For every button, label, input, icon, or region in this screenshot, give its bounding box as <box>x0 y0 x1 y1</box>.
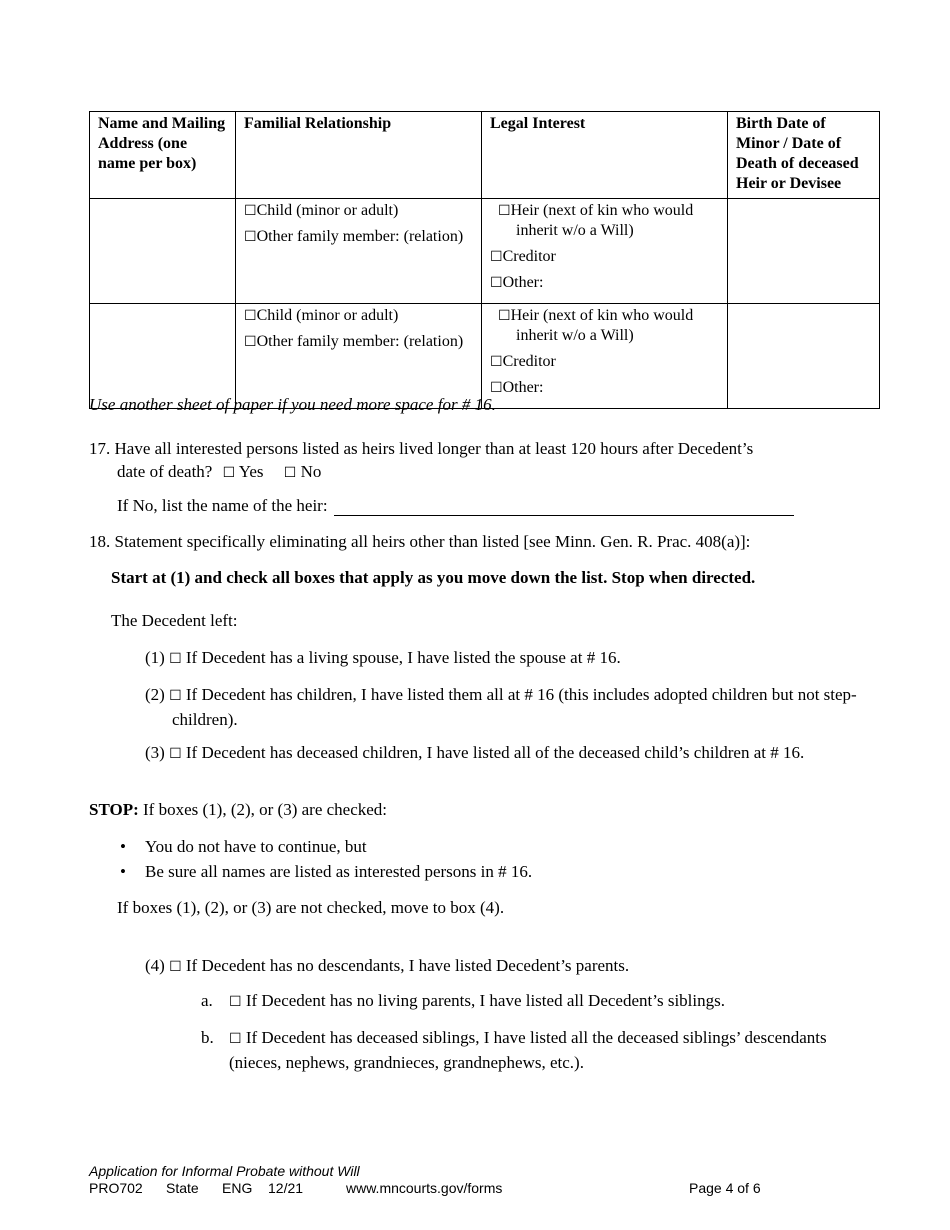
subitem-text: If Decedent has no living parents, I have listed all Decedent’s siblings. <box>245 991 725 1010</box>
date-cell[interactable] <box>728 304 880 409</box>
question-18-text: 18. Statement specifically eliminating all heirs other than listed [see Minn. Gen. R. Prac. 408(a)]: <box>89 532 751 551</box>
checkbox-icon[interactable]: ☐ <box>169 959 182 975</box>
decedent-left-label: The Decedent left: <box>111 611 238 630</box>
item-number: (3) <box>145 743 165 762</box>
stop-line <box>89 800 387 820</box>
yes-checkbox-icon[interactable]: ☐ <box>222 465 236 481</box>
table-header-row <box>90 112 880 199</box>
list-item: • You do not have to continue, but <box>117 837 532 857</box>
question-17 <box>89 437 889 485</box>
footer-page-number: Page 4 of 6 <box>689 1180 761 1196</box>
stop-label: STOP: <box>89 800 139 819</box>
other-family-option[interactable]: ☐Other family member: (relation) <box>244 333 464 350</box>
checkbox-icon[interactable]: ☐ <box>169 746 182 762</box>
q18-item-2 <box>145 683 892 731</box>
child-option[interactable]: ☐Child (minor or adult) <box>244 202 399 219</box>
item-text: If Decedent has children, I have listed them all at # 16 (this includes adopted children but not step-children). <box>172 685 857 729</box>
checkbox-icon[interactable]: ☐ <box>229 1031 242 1047</box>
heir-name-line[interactable] <box>334 497 794 516</box>
header-relationship: Familial Relationship <box>236 112 482 199</box>
other-option[interactable]: ☐Other: <box>490 379 544 396</box>
footer-form-title: Application for Informal Probate without Will <box>89 1163 360 1179</box>
not-checked-note: If boxes (1), (2), or (3) are not checked, move to box (4). <box>117 898 505 917</box>
checkbox-icon[interactable]: ☐ <box>490 380 503 396</box>
other-family-option[interactable]: ☐Other family member: (relation) <box>244 228 464 245</box>
q17-text-line2: date of death? <box>117 462 213 481</box>
checkbox-icon[interactable]: ☐ <box>169 651 182 667</box>
table-row <box>90 304 880 409</box>
q18-instruction: Start at (1) and check all boxes that apply as you move down the list. Stop when directed. <box>111 568 756 587</box>
checkbox-icon[interactable]: ☐ <box>498 203 511 219</box>
q18-subitem-a <box>201 991 841 1011</box>
checkbox-icon[interactable]: ☐ <box>169 688 182 704</box>
no-checkbox-icon[interactable]: ☐ <box>283 465 297 481</box>
interested-persons-table <box>89 111 880 409</box>
checkbox-icon[interactable]: ☐ <box>244 229 257 245</box>
other-option[interactable]: ☐Other: <box>490 274 544 291</box>
checkbox-icon[interactable]: ☐ <box>490 275 503 291</box>
creditor-option[interactable]: ☐Creditor <box>490 248 556 265</box>
no-label: No <box>300 462 322 481</box>
yes-label: Yes <box>238 462 264 481</box>
q18-subitem-b <box>201 1026 849 1074</box>
item-text: If Decedent has a living spouse, I have listed the spouse at # 16. <box>185 648 621 667</box>
footer-url[interactable]: www.mncourts.gov/forms <box>346 1180 503 1196</box>
more-space-note: Use another sheet of paper if you need more space for # 16. <box>89 395 496 414</box>
q17-text: 17. Have all interested persons listed as heirs lived longer than at least 120 hours after Decedent’s <box>89 439 754 458</box>
name-cell[interactable] <box>90 199 236 304</box>
q18-item-3 <box>145 741 892 766</box>
stop-text: If boxes (1), (2), or (3) are checked: <box>143 800 388 819</box>
checkbox-icon[interactable]: ☐ <box>229 994 242 1010</box>
relationship-cell <box>236 199 482 304</box>
checkbox-icon[interactable]: ☐ <box>490 354 503 370</box>
header-interest: Legal Interest <box>482 112 728 199</box>
child-option[interactable]: ☐Child (minor or adult) <box>244 307 399 324</box>
name-cell[interactable] <box>90 304 236 409</box>
item-number: (2) <box>145 685 165 704</box>
footer-language: ENG <box>222 1180 253 1196</box>
subitem-letter: b. <box>201 1028 214 1047</box>
relationship-cell <box>236 304 482 409</box>
table-row <box>90 199 880 304</box>
interest-cell <box>482 304 728 409</box>
date-cell[interactable] <box>728 199 880 304</box>
if-no-label: If No, list the name of the heir: <box>117 496 328 515</box>
item-text: If Decedent has no descendants, I have listed Decedent’s parents. <box>185 956 630 975</box>
interest-cell <box>482 199 728 304</box>
footer-date: 12/21 <box>268 1180 304 1196</box>
header-name: Name and Mailing Address (one name per box) <box>90 112 236 199</box>
q18-item-1 <box>145 648 865 668</box>
subitem-text: If Decedent has deceased siblings, I have listed all the deceased siblings’ descendants (nieces, nephews, grandnieces, grandnephews, etc.). <box>229 1028 827 1072</box>
checkbox-icon[interactable]: ☐ <box>490 249 503 265</box>
item-text: If Decedent has deceased children, I have listed all of the deceased child’s children at # 16. <box>185 743 805 762</box>
list-item: • Be sure all names are listed as interested persons in # 16. <box>117 862 532 882</box>
heir-name-row <box>117 496 794 516</box>
stop-bullets <box>117 837 532 887</box>
heir-option[interactable]: ☐Heir (next of kin who would inherit w/o a Will) <box>498 307 694 344</box>
checkbox-icon[interactable]: ☐ <box>498 308 511 324</box>
checkbox-icon[interactable]: ☐ <box>244 203 257 219</box>
checkbox-icon[interactable]: ☐ <box>244 308 257 324</box>
footer-state: State <box>166 1180 199 1196</box>
item-number: (1) <box>145 648 165 667</box>
creditor-option[interactable]: ☐Creditor <box>490 353 556 370</box>
heir-option[interactable]: ☐Heir (next of kin who would inherit w/o a Will) <box>498 202 694 239</box>
footer-code: PRO702 <box>89 1180 143 1196</box>
checkbox-icon[interactable]: ☐ <box>244 334 257 350</box>
header-date: Birth Date of Minor / Date of Death of deceased Heir or Devisee <box>728 112 880 199</box>
subitem-letter: a. <box>201 991 213 1010</box>
item-number: (4) <box>145 956 165 975</box>
q18-item-4 <box>145 956 629 976</box>
